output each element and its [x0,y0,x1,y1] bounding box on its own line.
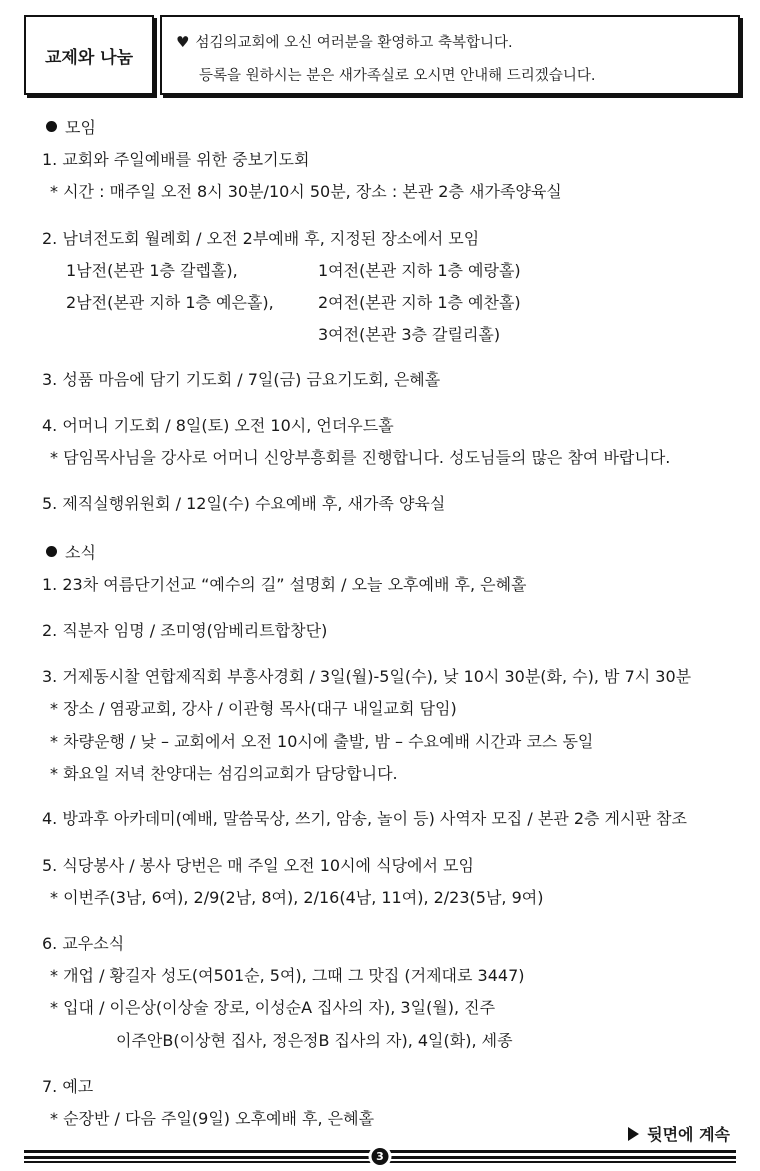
meetings-heading [46,115,96,138]
news-item-7: 7. 예고 [42,1077,94,1096]
news-item-3-note-2: * 차량운행 / 낮 – 교회에서 오전 10시에 출발, 밤 – 수요예배 시간과 코스 동일 [50,732,594,751]
meeting-item-4: 4. 어머니 기도회 / 8일(토) 오전 10시, 언더우드홀 [42,416,394,435]
meeting-item-2-men2: 2남전(본관 지하 1층 예은홀), [66,293,274,312]
continue-note [628,1122,730,1145]
news-heading-text: 소식 [65,543,96,562]
meeting-item-2-women2: 2여전(본관 지하 1층 예찬홀) [318,293,521,312]
news-item-6: 6. 교우소식 [42,934,125,953]
news-item-6-note-2: * 입대 / 이은상(이상술 장로, 이성순A 집사의 자), 3일(월), 진주 [50,998,496,1017]
register-text: 등록을 원하시는 분은 새가족실로 오시면 안내해 드리겠습니다. [199,68,596,84]
news-heading [46,540,96,563]
bullet-icon [46,121,57,132]
meeting-item-3: 3. 성품 마음에 담기 기도회 / 7일(금) 금요기도회, 은혜홀 [42,370,441,389]
news-item-3-note-1: * 장소 / 염광교회, 강사 / 이관형 목사(대구 내일교회 담임) [50,699,457,718]
section-title: 교제와 나눔 [44,47,134,68]
welcome-box [160,15,740,95]
news-item-7-note: * 순장반 / 다음 주일(9일) 오후예배 후, 은혜홀 [50,1109,375,1128]
meeting-item-1-note: * 시간 : 매주일 오전 8시 30분/10시 50분, 장소 : 본관 2층 새가족양육실 [50,182,562,201]
news-item-4: 4. 방과후 아카데미(예배, 말씀묵상, 쓰기, 암송, 놀이 등) 사역자 모집 / 본관 2층 게시판 참조 [42,809,687,828]
heart-icon: ♥ [176,32,190,51]
news-item-3: 3. 거제동시찰 연합제직회 부흥사경회 / 3일(월)-5일(수), 낮 10시 30분(화, 수), 밤 7시 30분 [42,667,692,686]
play-triangle-icon [628,1127,639,1141]
news-item-5: 5. 식당봉사 / 봉사 당번은 매 주일 오전 10시에 식당에서 모임 [42,856,474,875]
meeting-item-2-women1: 1여전(본관 지하 1층 예랑홀) [318,261,521,280]
news-item-2: 2. 직분자 임명 / 조미영(암베리트합창단) [42,621,328,640]
news-item-5-note: * 이번주(3남, 6여), 2/9(2남, 8여), 2/16(4남, 11여), 2/23(5남, 9여) [50,888,544,907]
meeting-item-2: 2. 남녀전도회 월례회 / 오전 2부예배 후, 지정된 장소에서 모임 [42,229,480,248]
meeting-item-4-note: * 담임목사님을 강사로 어머니 신앙부흥회를 진행합니다. 성도님들의 많은 참여 바랍니다. [50,448,671,467]
continue-text: 뒷면에 계속 [647,1125,730,1144]
welcome-line [176,31,738,52]
page-footer [24,1150,736,1164]
news-item-3-note-3: * 화요일 저녁 찬양대는 섬김의교회가 담당합니다. [50,764,398,783]
meeting-item-1: 1. 교회와 주일예배를 위한 중보기도회 [42,150,310,169]
bullet-icon [46,546,57,557]
welcome-text: 섬김의교회에 오신 여러분을 환영하고 축복합니다. [195,35,513,51]
news-item-6-note-3: 이주안B(이상현 집사, 정은정B 집사의 자), 4일(화), 세종 [116,1031,513,1050]
meeting-item-2-men1: 1남전(본관 1층 갈렙홀), [66,261,238,280]
meeting-item-2-women3: 3여전(본관 3층 갈릴리홀) [318,325,501,344]
news-item-1: 1. 23차 여름단기선교 “예수의 길” 설명회 / 오늘 오후예배 후, 은혜홀 [42,575,527,594]
news-item-6-note-1: * 개업 / 황길자 성도(여501순, 5여), 그때 그 맛집 (거제대로 3447) [50,966,525,985]
section-title-box [24,15,154,95]
meeting-item-5: 5. 제직실행위원회 / 12일(수) 수요예배 후, 새가족 양육실 [42,494,446,513]
page-number: 3 [372,1148,389,1165]
meetings-heading-text: 모임 [65,118,96,137]
